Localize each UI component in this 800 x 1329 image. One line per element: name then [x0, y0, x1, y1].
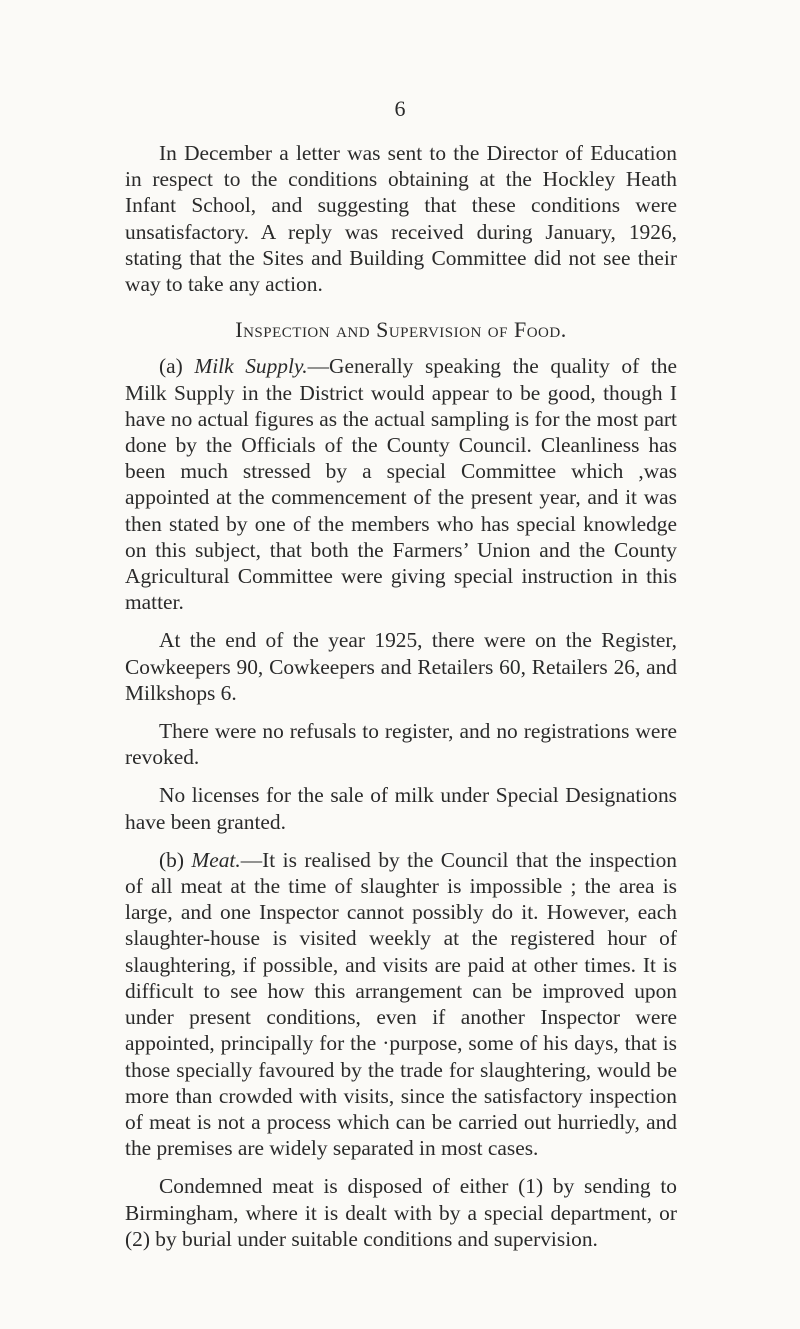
paragraph-milk-supply	[125, 353, 677, 615]
section-heading: Inspection and Supervision of Food.	[235, 317, 567, 343]
paragraph-licenses: No licenses for the sale of milk under Special Designations have been granted.	[125, 783, 677, 834]
paragraph-register: At the end of the year 1925, there were on the Register, Cowkeepers 90, Cowkeepers and Retailers 60, Retailers 26, and Milkshops 6.	[125, 628, 677, 705]
paragraph-condemned-meat: Condemned meat is disposed of either (1) by sending to Birmingham, where it is dealt with by a special department, or (2) by burial under suitable conditions and supervision.	[125, 1174, 677, 1251]
page-body	[125, 140, 677, 1264]
paragraph-refusals: There were no refusals to register, and no registrations were revoked.	[125, 719, 677, 770]
milk-label: (a)	[159, 354, 183, 379]
paragraph-letter: In December a letter was sent to the Director of Education in respect to the conditions obtaining at the Hockley Heath Infant School, and suggesting that these conditions were unsatisfactory. A reply was received during January, 1926, stating that the Sites and Building Committee did not see their way to take any action.	[125, 141, 677, 297]
meat-label: (b)	[159, 847, 184, 872]
meat-text: —It is realised by the Council that the inspection of all meat at the time of slaughter is impossible ; the area is large, and one Inspector cannot possibly do it. However, each slaughter-house is visited weekly at the registered hour of slaughtering, if possible, and visits are paid at other times. It is difficult to see how this arrangement can be improved upon under present conditions, even if another Inspector were appointed, principally for the ·purpose, some of his days, that is those specially favoured by the trade for slaughtering, would be more than crowded with visits, since the satisfactory inspection of meat is not a process which can be carried out hurriedly, and the premises are widely separated in most cases.	[125, 847, 678, 1161]
meat-title: Meat.	[191, 847, 241, 872]
page-number: 6	[394, 96, 406, 121]
milk-title: Milk Supply.	[194, 354, 308, 379]
milk-text: —Generally speaking the quality of the Milk Supply in the District would appear to be good, though I have no actual figures as the actual sampling is for the most part done by the Officials of the County Council. Cleanliness has been much stressed by a special Committee which ,was appointed at the commencement of the present year, and it was then stated by one of the members who has special knowledge on this subject, that both the Farmers’ Union and the County Agricultural Committee were giving special instruction in this matter.	[125, 354, 677, 615]
paragraph-meat	[125, 847, 677, 1161]
